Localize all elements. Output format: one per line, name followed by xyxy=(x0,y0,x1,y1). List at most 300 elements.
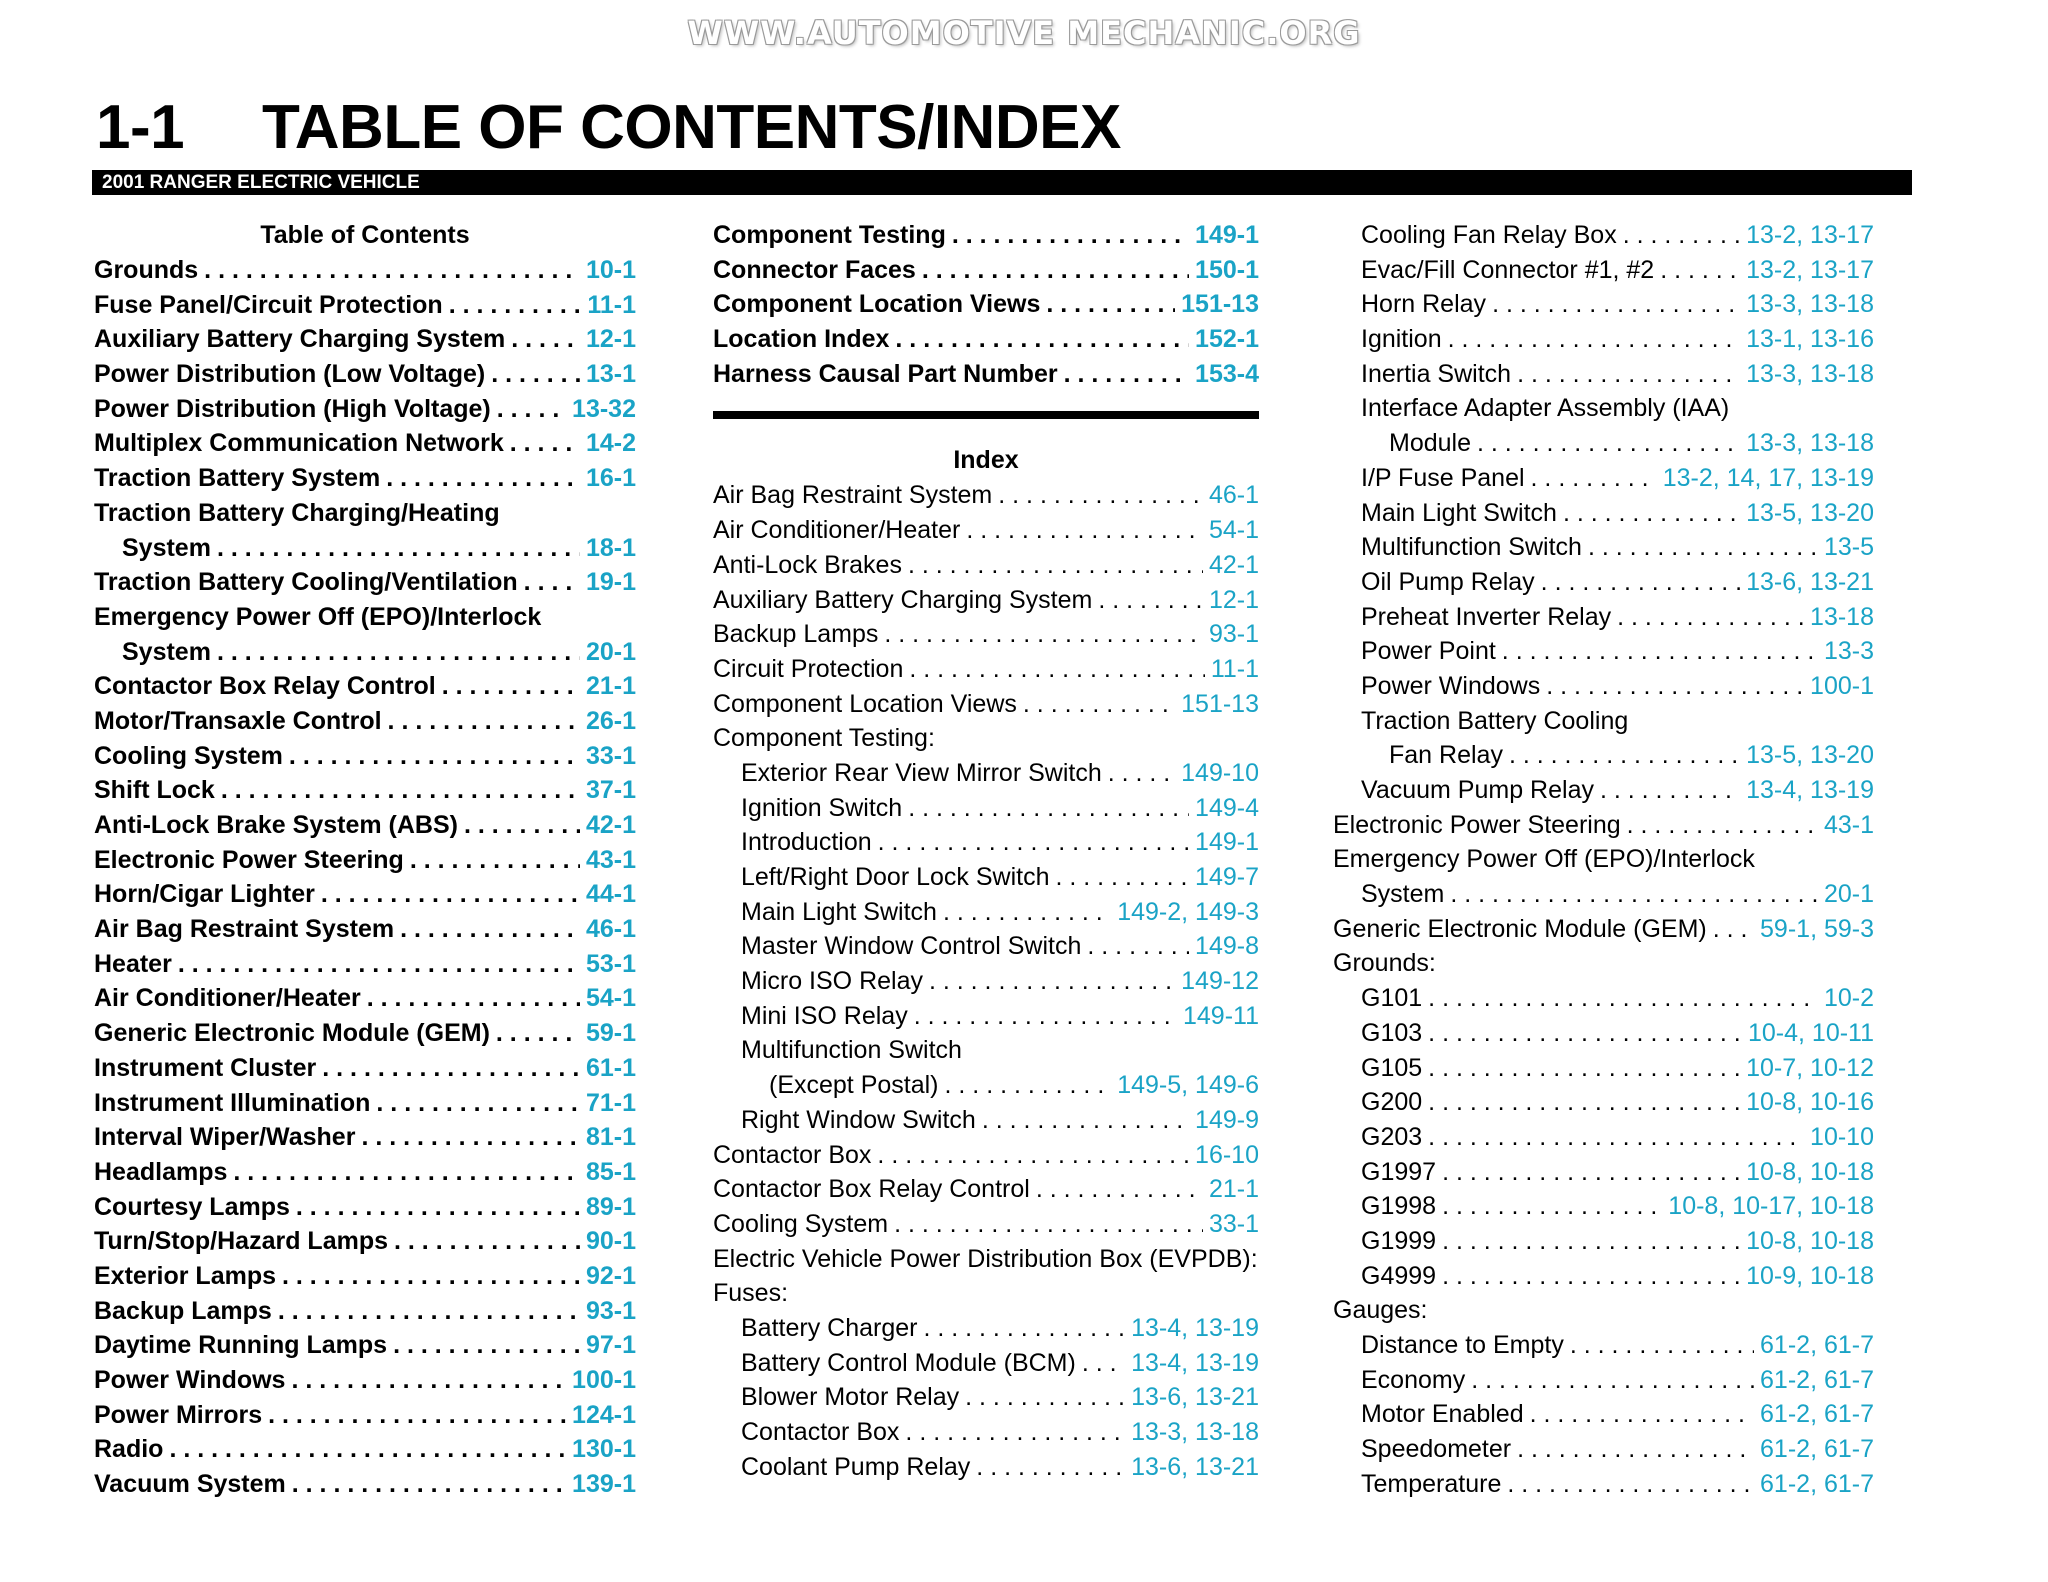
page-reference: 149-12 xyxy=(1181,967,1259,996)
title-text: TABLE OF CONTENTS/INDEX xyxy=(262,93,1121,162)
list-item xyxy=(94,947,636,982)
list-subheading: Gauges: xyxy=(1333,1296,1428,1325)
entry-label: Heater xyxy=(94,949,172,978)
entry-label: Introduction xyxy=(741,828,872,857)
dot-leader xyxy=(1509,738,1740,773)
toc-heading: Table of Contents xyxy=(260,221,470,249)
list-subheading: Grounds: xyxy=(1333,949,1436,978)
list-item xyxy=(713,1138,1259,1173)
page-title xyxy=(96,92,1121,164)
list-item xyxy=(713,287,1259,322)
page-reference: 13-6, 13-21 xyxy=(1131,1452,1259,1481)
list-item xyxy=(1333,322,1874,357)
list-item xyxy=(713,478,1259,513)
watermark: WWW.AUTOMOTIVE MECHANIC.ORG xyxy=(687,14,1361,52)
page-reference: 61-2, 61-7 xyxy=(1760,1435,1874,1464)
dot-leader xyxy=(1492,287,1740,322)
dot-leader xyxy=(1064,357,1189,392)
entry-label: Vacuum System xyxy=(94,1470,286,1499)
list-subheading: Electric Vehicle Power Distribution Box (EVPDB): xyxy=(713,1244,1258,1273)
page-reference: 46-1 xyxy=(585,915,636,944)
list-item xyxy=(713,964,1259,999)
entry-label: Connector Faces xyxy=(713,255,916,284)
list-item xyxy=(94,877,636,912)
entry-label: Contactor Box Relay Control xyxy=(94,672,436,701)
dot-leader xyxy=(169,1432,566,1467)
list-item xyxy=(94,1190,636,1225)
dot-leader xyxy=(1660,253,1740,288)
page-reference: 149-11 xyxy=(1183,1001,1259,1030)
entry-label: Traction Battery System xyxy=(94,464,381,493)
dot-leader xyxy=(221,773,580,808)
dot-leader xyxy=(945,1068,1112,1103)
page-reference: 33-1 xyxy=(585,741,636,770)
dot-leader xyxy=(914,999,1177,1034)
entry-label: G105 xyxy=(1361,1053,1423,1082)
list-item xyxy=(1333,669,1874,704)
dot-leader xyxy=(282,1259,580,1294)
list-item xyxy=(94,322,636,357)
entry-label: Battery Control Module (BCM) xyxy=(741,1348,1076,1377)
list-item xyxy=(1333,357,1874,392)
page-reference: 151-13 xyxy=(1181,290,1259,319)
list-item xyxy=(1333,1328,1874,1363)
entry-label: Power Mirrors xyxy=(94,1400,263,1429)
entry-label: Module xyxy=(1389,429,1471,458)
dot-leader xyxy=(923,1311,1125,1346)
list-item xyxy=(713,652,1259,687)
list-subheading: Multifunction Switch xyxy=(741,1036,962,1065)
list-item xyxy=(1333,773,1874,808)
dot-leader xyxy=(524,565,580,600)
dot-leader xyxy=(1098,583,1203,618)
page-reference: 12-1 xyxy=(1208,585,1259,614)
dot-leader xyxy=(1477,426,1740,461)
entry-label: Cooling Fan Relay Box xyxy=(1361,221,1617,249)
page-reference: 90-1 xyxy=(585,1227,636,1256)
list-item xyxy=(94,253,636,288)
entry-label: System xyxy=(1361,880,1445,909)
page-reference: 10-1 xyxy=(585,256,636,284)
page-reference: 16-1 xyxy=(585,464,636,493)
page-reference: 13-4, 13-19 xyxy=(1131,1313,1259,1342)
dot-leader xyxy=(1108,756,1175,791)
page-reference: 71-1 xyxy=(585,1088,636,1117)
dot-leader xyxy=(878,825,1189,860)
entry-label: Economy xyxy=(1361,1365,1466,1394)
dot-leader xyxy=(268,1398,566,1433)
entry-label: Speedometer xyxy=(1361,1435,1512,1464)
entry-label: Shift Lock xyxy=(94,776,215,805)
page-reference: 13-3 xyxy=(1823,637,1874,666)
entry-label: Master Window Control Switch xyxy=(741,932,1082,961)
page-reference: 13-1 xyxy=(585,360,636,389)
dot-leader xyxy=(1036,1172,1203,1207)
page-reference: 149-4 xyxy=(1195,793,1259,822)
dot-leader xyxy=(929,964,1175,999)
list-item xyxy=(94,1363,636,1398)
page-reference: 149-5, 149-6 xyxy=(1117,1071,1259,1100)
page-reference: 13-5, 13-20 xyxy=(1746,498,1874,527)
entry-label: Vacuum Pump Relay xyxy=(1361,776,1594,804)
page-reference: 13-2, 13-17 xyxy=(1746,255,1874,284)
page-reference: 10-7, 10-12 xyxy=(1746,1053,1874,1082)
list-item xyxy=(1333,1432,1874,1467)
page-reference: 61-2, 61-7 xyxy=(1760,1365,1874,1394)
page-reference: 13-3, 13-18 xyxy=(1746,429,1874,458)
list-item xyxy=(94,461,636,496)
list-item xyxy=(713,617,1259,652)
list-item xyxy=(94,1432,636,1467)
dot-leader xyxy=(367,981,580,1016)
entry-label: Motor/Transaxle Control xyxy=(94,706,382,735)
list-item xyxy=(1333,1016,1874,1051)
page-reference: 124-1 xyxy=(572,1400,636,1429)
list-item xyxy=(94,773,636,808)
page-reference: 21-1 xyxy=(585,672,636,701)
page-reference: 43-1 xyxy=(1823,810,1874,839)
entry-label: Multifunction Switch xyxy=(1361,533,1582,562)
entry-label: Main Light Switch xyxy=(1361,498,1557,527)
list-item xyxy=(1333,808,1874,843)
list-item xyxy=(94,426,636,461)
list-item xyxy=(1333,287,1874,322)
entry-label: Anti-Lock Brakes xyxy=(713,550,902,579)
list-item xyxy=(94,1294,636,1329)
list-item xyxy=(713,1207,1259,1242)
page-reference: 149-1 xyxy=(1195,828,1259,857)
entry-label: Traction Battery Cooling/Ventilation xyxy=(94,568,518,597)
dot-leader xyxy=(410,843,580,878)
list-item xyxy=(1333,912,1874,947)
page-reference: 10-8, 10-17, 10-18 xyxy=(1668,1192,1874,1221)
page-reference: 10-8, 10-18 xyxy=(1746,1157,1874,1186)
page-reference: 46-1 xyxy=(1208,481,1259,510)
dot-leader xyxy=(1442,1155,1740,1190)
page-reference: 13-5, 13-20 xyxy=(1746,741,1874,770)
dot-leader xyxy=(442,669,580,704)
list-item xyxy=(1333,981,1874,1016)
dot-leader xyxy=(1600,773,1740,808)
dot-leader xyxy=(1428,1120,1804,1155)
entry-label: Air Conditioner/Heater xyxy=(713,516,961,545)
list-item xyxy=(713,1103,1259,1138)
dot-leader xyxy=(497,392,566,427)
entry-label: Distance to Empty xyxy=(1361,1331,1564,1359)
list-item xyxy=(1333,1363,1874,1398)
entry-label: Ignition Switch xyxy=(741,793,903,822)
entry-label: Circuit Protection xyxy=(713,654,904,683)
entry-label: Fan Relay xyxy=(1389,741,1503,770)
dot-leader xyxy=(1570,1328,1754,1363)
dot-leader xyxy=(491,357,580,392)
entry-label: G203 xyxy=(1361,1122,1423,1151)
list-item xyxy=(713,756,1259,791)
dot-leader xyxy=(908,791,1189,826)
dot-leader xyxy=(1442,1189,1662,1224)
dot-leader xyxy=(908,548,1203,583)
list-item xyxy=(713,687,1259,722)
page-reference: 89-1 xyxy=(585,1192,636,1221)
dot-leader xyxy=(511,322,580,357)
entry-label: Horn/Cigar Lighter xyxy=(94,880,315,909)
dot-leader xyxy=(204,253,580,288)
section-divider xyxy=(713,411,1259,419)
dot-leader xyxy=(464,808,580,843)
page-reference: 13-3, 13-18 xyxy=(1131,1418,1259,1446)
page-reference: 13-3, 13-18 xyxy=(1746,359,1874,388)
list-item xyxy=(94,739,636,774)
list-item xyxy=(1333,634,1874,669)
page-reference: 59-1, 59-3 xyxy=(1760,914,1874,943)
page-reference: 61-2, 61-7 xyxy=(1760,1331,1874,1359)
list-item xyxy=(1333,1467,1874,1502)
page-reference: 10-8, 10-16 xyxy=(1746,1088,1874,1117)
entry-label: Horn Relay xyxy=(1361,290,1487,319)
index-heading: Index xyxy=(953,446,1019,475)
entry-label: G101 xyxy=(1361,984,1423,1013)
entry-label: Auxiliary Battery Charging System xyxy=(94,325,506,354)
entry-label: Courtesy Lamps xyxy=(94,1192,290,1221)
list-item xyxy=(94,1086,636,1121)
entry-label: (Except Postal) xyxy=(769,1071,939,1100)
index-column-2 xyxy=(1333,218,1874,1501)
dot-leader xyxy=(178,947,580,982)
dot-leader xyxy=(1713,912,1754,947)
dot-leader xyxy=(400,912,580,947)
dot-leader xyxy=(905,1415,1125,1450)
page-reference: 10-2 xyxy=(1823,984,1874,1013)
page-reference: 93-1 xyxy=(1208,620,1259,649)
list-item xyxy=(1333,1259,1874,1294)
page-reference: 97-1 xyxy=(585,1331,636,1360)
dot-leader xyxy=(376,1086,580,1121)
entry-label: Mini ISO Relay xyxy=(741,1001,908,1030)
list-item xyxy=(94,288,636,323)
page-reference: 61-2, 61-7 xyxy=(1760,1469,1874,1498)
dot-leader xyxy=(292,1467,566,1502)
list-item xyxy=(94,1051,636,1086)
list-item xyxy=(1333,1224,1874,1259)
entry-label: Power Windows xyxy=(1361,671,1541,700)
page-reference: 150-1 xyxy=(1195,255,1259,284)
page-reference: 149-2, 149-3 xyxy=(1117,897,1259,926)
dot-leader xyxy=(1428,1051,1740,1086)
entry-label: Generic Electronic Module (GEM) xyxy=(94,1019,490,1048)
entry-label: Location Index xyxy=(713,325,890,354)
entry-label: System xyxy=(122,533,211,562)
list-item xyxy=(94,704,636,739)
list-item xyxy=(713,1311,1259,1346)
page-reference: 149-9 xyxy=(1195,1105,1259,1134)
dot-leader xyxy=(322,1051,580,1086)
entry-label: G200 xyxy=(1361,1088,1423,1117)
page-reference: 12-1 xyxy=(585,325,636,354)
dot-leader xyxy=(894,1207,1203,1242)
entry-label: G103 xyxy=(1361,1018,1423,1047)
entry-label: Motor Enabled xyxy=(1361,1400,1524,1429)
section-number: 1-1 xyxy=(96,93,185,162)
dot-leader xyxy=(965,1380,1125,1415)
list-item xyxy=(713,999,1259,1034)
dot-leader xyxy=(1082,1346,1125,1381)
index-list-1 xyxy=(713,478,1259,1484)
list-item xyxy=(94,1224,636,1259)
page-reference: 13-2, 14, 17, 13-19 xyxy=(1662,463,1874,492)
entry-label: Oil Pump Relay xyxy=(1361,567,1535,596)
entry-label: Backup Lamps xyxy=(94,1296,272,1325)
dot-leader xyxy=(217,531,580,566)
entry-label: Generic Electronic Module (GEM) xyxy=(1333,914,1707,943)
index-column-1 xyxy=(713,218,1259,1484)
dot-leader xyxy=(1428,1016,1742,1051)
entry-label: Contactor Box Relay Control xyxy=(713,1175,1030,1204)
page-reference: 100-1 xyxy=(572,1366,636,1394)
page-reference: 19-1 xyxy=(585,568,636,597)
index-list-2 xyxy=(1333,218,1874,1501)
list-item xyxy=(94,392,636,427)
dot-leader xyxy=(1623,218,1740,253)
list-item xyxy=(713,825,1259,860)
entry-label: Auxiliary Battery Charging System xyxy=(713,585,1093,614)
entry-label: Left/Right Door Lock Switch xyxy=(741,863,1050,891)
dot-leader xyxy=(496,1016,580,1051)
list-item xyxy=(1333,530,1874,565)
page-reference: 11-1 xyxy=(1210,654,1259,683)
page-reference: 59-1 xyxy=(585,1019,636,1048)
entry-label: Power Point xyxy=(1361,637,1496,666)
dot-leader xyxy=(895,322,1189,357)
dot-leader xyxy=(1507,1467,1754,1502)
dot-leader xyxy=(1442,1259,1740,1294)
page-reference: 26-1 xyxy=(585,706,636,735)
dot-leader xyxy=(966,513,1203,548)
page-reference: 149-10 xyxy=(1181,758,1259,787)
list-item xyxy=(1333,1051,1874,1086)
list-item xyxy=(713,895,1259,930)
list-subheading: Traction Battery Charging/Heating xyxy=(94,498,500,527)
entry-label: Temperature xyxy=(1361,1469,1502,1498)
list-subheading: Emergency Power Off (EPO)/Interlock xyxy=(1333,845,1755,874)
list-item xyxy=(1333,1120,1874,1155)
entry-label: Exterior Lamps xyxy=(94,1261,277,1290)
page-reference: 10-9, 10-18 xyxy=(1746,1261,1874,1290)
dot-leader xyxy=(1448,322,1741,357)
dot-leader xyxy=(1617,600,1804,635)
list-item xyxy=(1333,600,1874,635)
list-item xyxy=(1333,738,1874,773)
list-item xyxy=(713,1346,1259,1381)
entry-label: Grounds xyxy=(94,256,199,284)
page-reference: 37-1 xyxy=(585,776,636,805)
entry-label: Power Distribution (Low Voltage) xyxy=(94,360,486,389)
dot-leader xyxy=(393,1328,580,1363)
list-item xyxy=(94,565,636,600)
list-item xyxy=(713,929,1259,964)
entry-label: Cooling System xyxy=(713,1209,889,1238)
page-reference: 139-1 xyxy=(572,1470,636,1499)
dot-leader xyxy=(1531,461,1657,496)
page-reference: 20-1 xyxy=(585,637,636,666)
list-item xyxy=(713,513,1259,548)
page-reference: 93-1 xyxy=(585,1296,636,1325)
list-item xyxy=(94,1398,636,1433)
entry-label: Battery Charger xyxy=(741,1313,918,1342)
entry-label: Radio xyxy=(94,1435,164,1464)
page-reference: 151-13 xyxy=(1181,689,1259,718)
list-item xyxy=(713,1380,1259,1415)
list-item xyxy=(1333,565,1874,600)
list-item xyxy=(713,357,1259,392)
list-item xyxy=(713,860,1259,895)
list-item xyxy=(94,635,636,670)
page-reference: 81-1 xyxy=(585,1123,636,1152)
dot-leader xyxy=(510,426,580,461)
page-reference: 10-10 xyxy=(1810,1122,1874,1151)
dot-leader xyxy=(1450,877,1818,912)
list-item xyxy=(1333,1189,1874,1224)
dot-leader xyxy=(394,1224,580,1259)
page-reference: 13-6, 13-21 xyxy=(1746,567,1874,596)
dot-leader xyxy=(1588,530,1818,565)
page-reference: 20-1 xyxy=(1823,880,1874,909)
entry-label: Interval Wiper/Washer xyxy=(94,1123,356,1152)
dot-leader xyxy=(943,895,1111,930)
entry-label: Component Location Views xyxy=(713,689,1017,718)
page-reference: 100-1 xyxy=(1810,671,1874,700)
entry-label: Turn/Stop/Hazard Lamps xyxy=(94,1227,389,1256)
page-reference: 21-1 xyxy=(1208,1175,1259,1204)
page-reference: 10-4, 10-11 xyxy=(1747,1018,1874,1047)
list-item xyxy=(1333,218,1874,253)
list-item xyxy=(94,1467,636,1502)
entry-label: Daytime Running Lamps xyxy=(94,1331,388,1360)
entry-label: Right Window Switch xyxy=(741,1105,976,1134)
dot-leader xyxy=(1055,860,1189,895)
dot-leader xyxy=(296,1190,580,1225)
entry-label: System xyxy=(122,637,211,666)
entry-label: Component Location Views xyxy=(713,290,1041,319)
dot-leader xyxy=(884,617,1203,652)
dot-leader xyxy=(998,478,1203,513)
list-item xyxy=(713,1415,1259,1450)
entry-label: Anti-Lock Brake System (ABS) xyxy=(94,811,458,839)
list-item xyxy=(94,1328,636,1363)
entry-label: G4999 xyxy=(1361,1261,1437,1290)
list-item xyxy=(94,669,636,704)
entry-label: Exterior Rear View Mirror Switch xyxy=(741,758,1102,787)
page-reference: 13-18 xyxy=(1810,602,1874,631)
entry-label: Inertia Switch xyxy=(1361,359,1512,388)
dot-leader xyxy=(1627,808,1818,843)
page-reference: 61-1 xyxy=(585,1053,636,1082)
list-subheading: Component Testing: xyxy=(713,724,935,753)
page-reference: 43-1 xyxy=(585,845,636,874)
entry-label: Air Bag Restraint System xyxy=(713,481,993,510)
page-reference: 61-2, 61-7 xyxy=(1760,1400,1874,1429)
dot-leader xyxy=(388,704,580,739)
vehicle-header-bar: 2001 RANGER ELECTRIC VEHICLE xyxy=(92,170,1912,195)
page-reference: 33-1 xyxy=(1208,1209,1259,1238)
dot-leader xyxy=(909,652,1204,687)
dot-leader xyxy=(1563,496,1740,531)
page-reference: 149-1 xyxy=(1195,221,1259,249)
dot-leader xyxy=(217,635,580,670)
page-reference: 13-5 xyxy=(1823,533,1874,562)
list-item xyxy=(94,1016,636,1051)
dot-leader xyxy=(982,1103,1189,1138)
list-subheading: Fuses: xyxy=(713,1279,789,1308)
